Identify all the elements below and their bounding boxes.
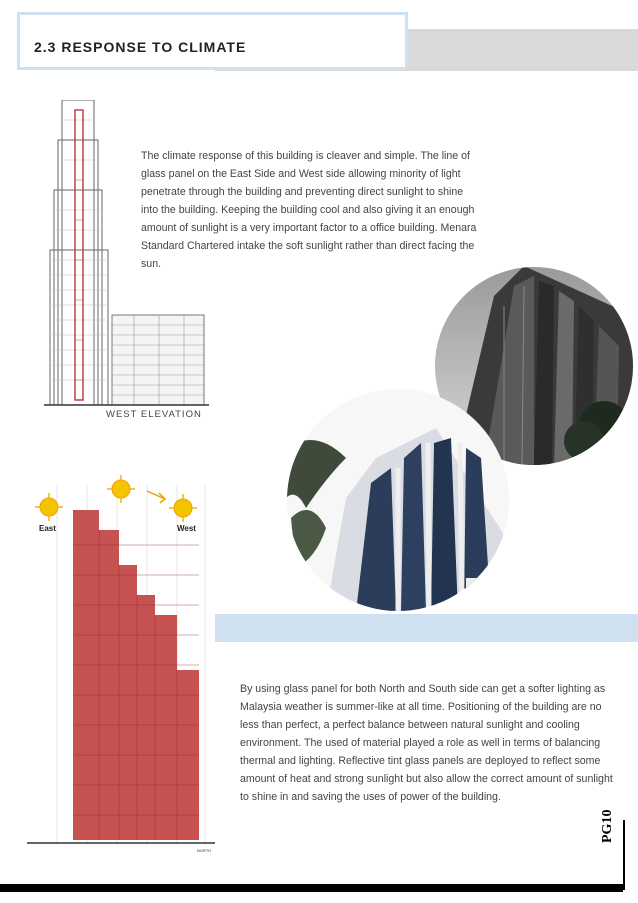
north-label: NORTH	[197, 848, 212, 853]
east-label: East	[39, 524, 56, 533]
glass-panel-paragraph: By using glass panel for both North and South side can get a softer lighting as Malaysia weather is summer-like at all time. Positioning of the building are no less than perfect, a perfect balance between natural sunlight and cooling environment. The used of material played a role as well in terms of balancing thermal and lighting. Reflective tint glass panels are deployed to reflect some amount of heat and strong sunlight but also allow the correct amount of sunlight to shine in and saving the uses of power of the building.	[240, 683, 613, 803]
page-number: PG10	[600, 809, 615, 843]
accent-band	[214, 614, 638, 642]
west-elevation-caption: WEST ELEVATION	[106, 409, 202, 420]
section-title: 2.3 RESPONSE TO CLIMATE	[34, 39, 247, 55]
sun-path-elevation-diagram	[27, 475, 215, 853]
climate-response-paragraph: The climate response of this building is cleaver and simple. The line of glass panel on the East Side and West side allowing minority of light penetrate through the building and preventing direct sunlight to shine into the building. Keeping the building cool and also giving it an enough amount of sunlight is a very important factor to a office building. Menara Standard Chartered intake the soft sunlight rather than direct facing the sun.	[141, 150, 477, 270]
tower-photo-lower	[286, 388, 510, 612]
footer-bar	[0, 884, 623, 892]
west-label: West	[177, 524, 196, 533]
